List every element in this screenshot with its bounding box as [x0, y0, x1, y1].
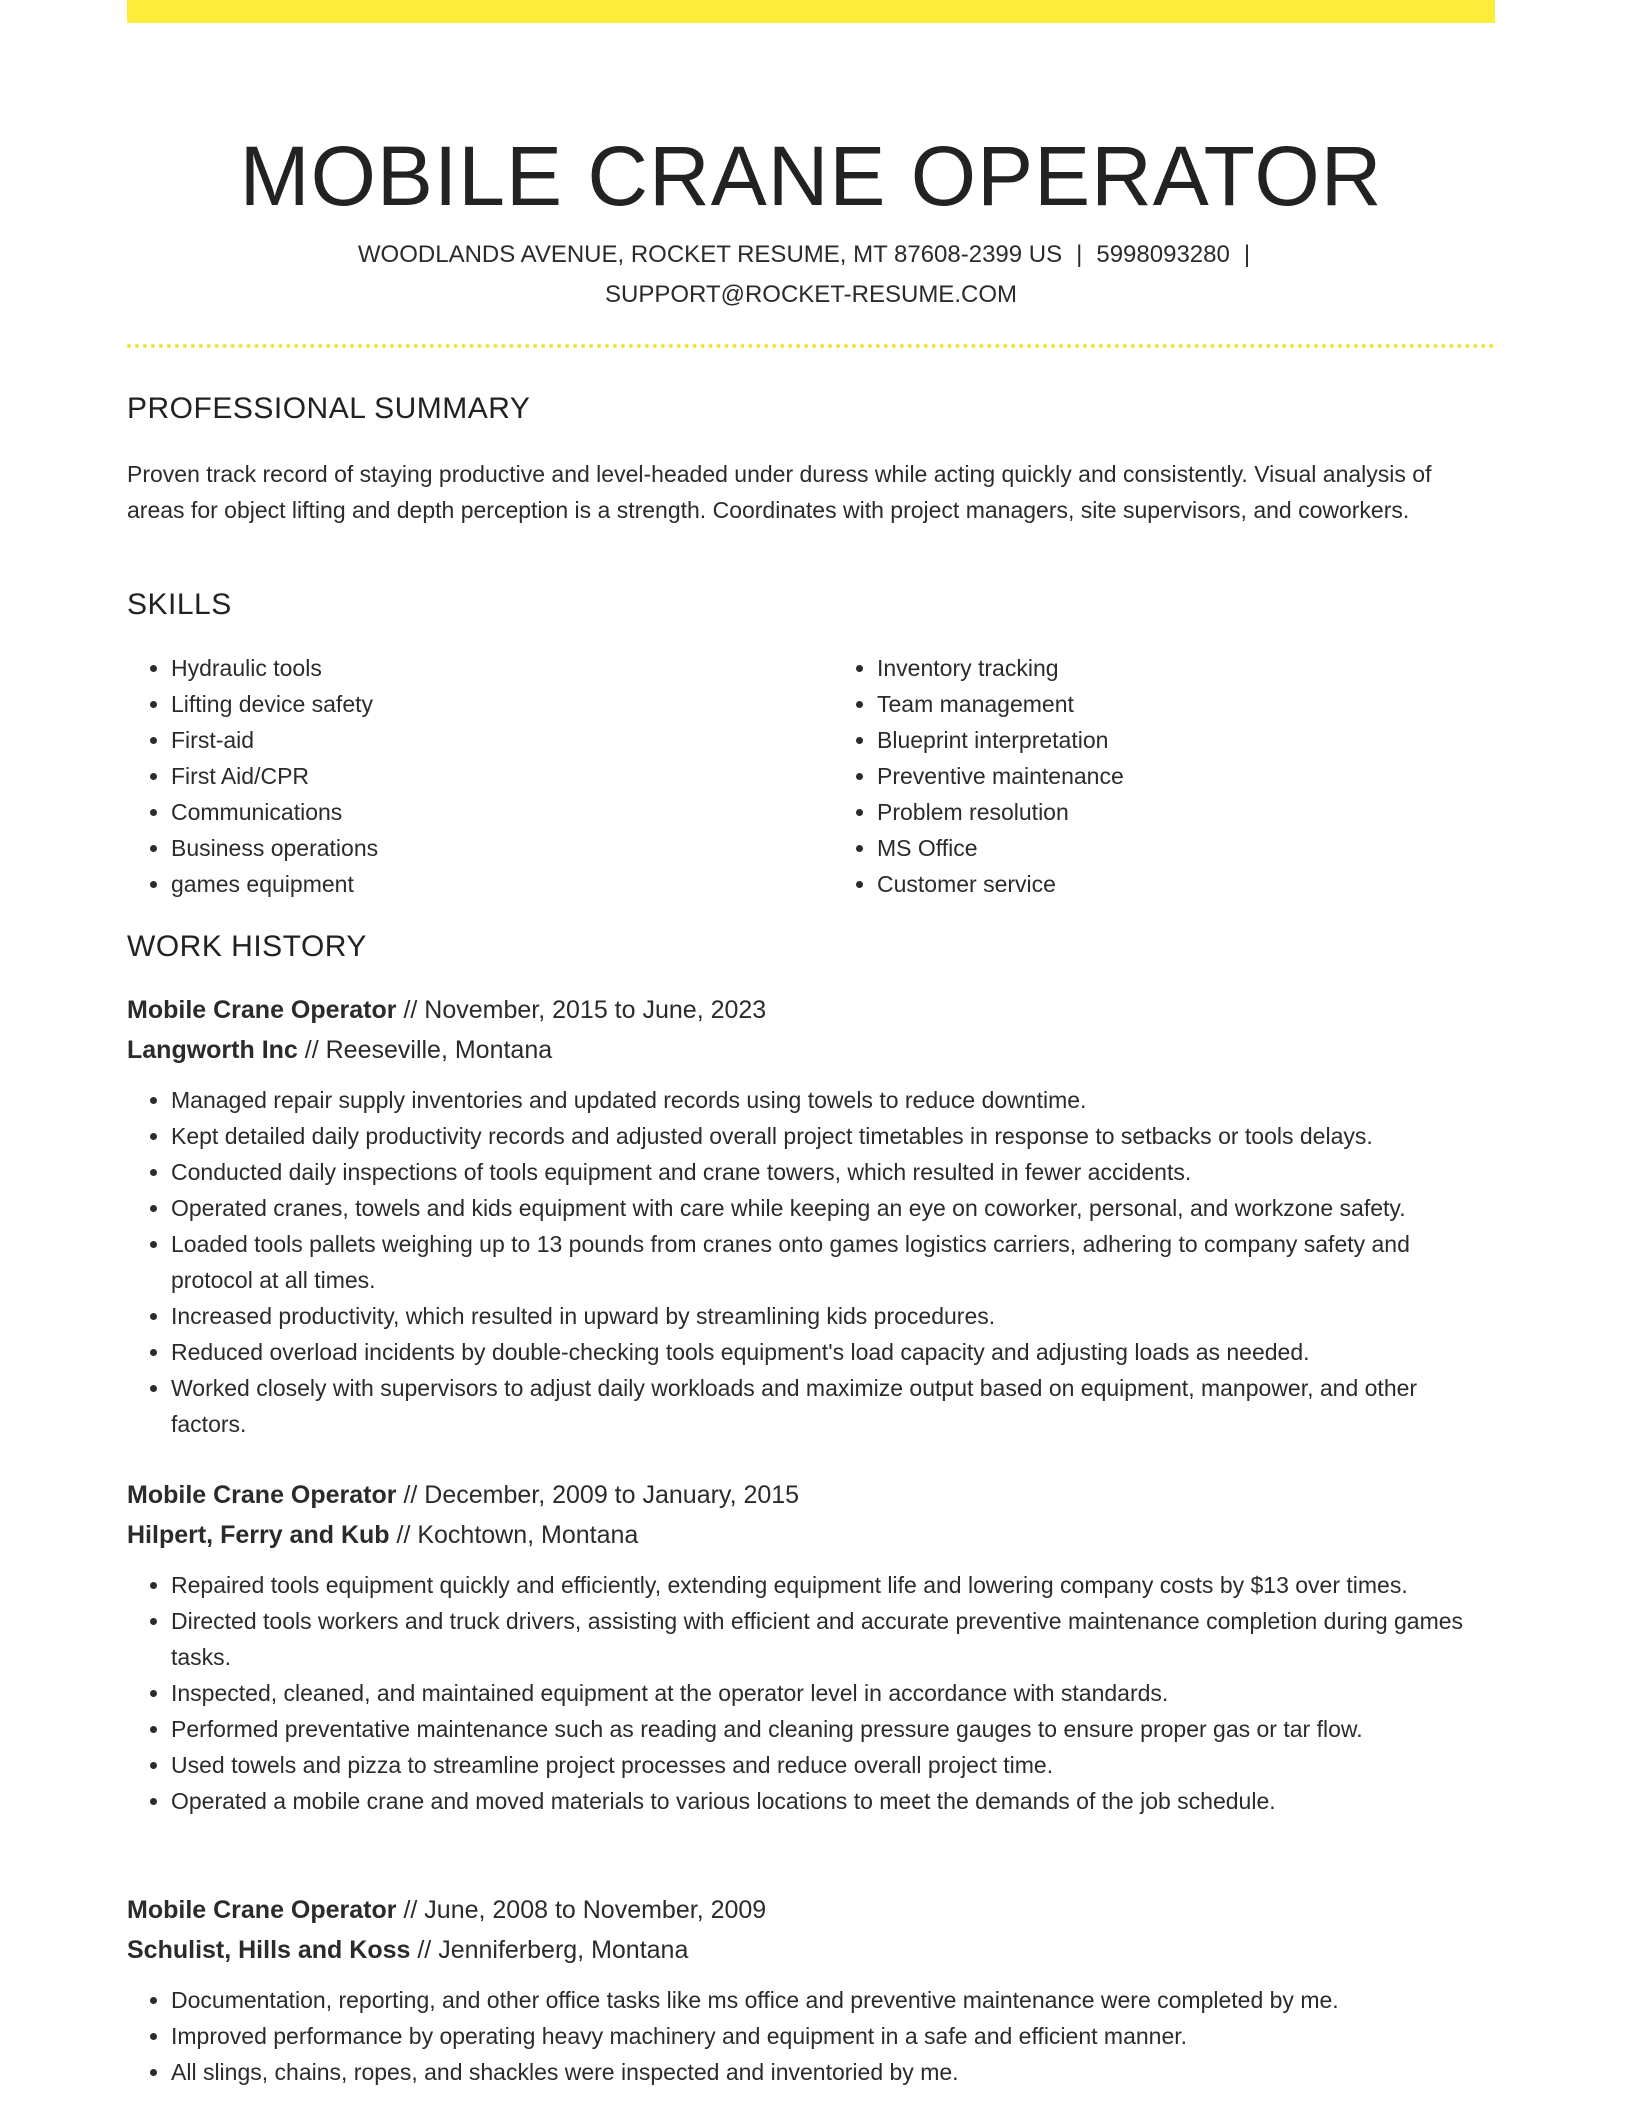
job-company: Langworth Inc — [127, 1036, 298, 1064]
job-title-line — [127, 1475, 1495, 1515]
job-bullet: • Used towels and pizza to streamline project processes and reduce overall project time. — [171, 1747, 1495, 1783]
work-history-heading: WORK HISTORY — [127, 930, 367, 963]
skill-item: • Business operations — [171, 830, 789, 866]
job-bullet: • Kept detailed daily productivity records and adjusted overall project timetables in response to setbacks or tools delays. — [171, 1118, 1495, 1154]
job-bullet: • Documentation, reporting, and other office tasks like ms office and preventive maintenance were completed by me. — [171, 1982, 1495, 2018]
job-role: Mobile Crane Operator — [127, 996, 397, 1024]
job-entry — [127, 1475, 1495, 1819]
job-bullet: • Conducted daily inspections of tools equipment and crane towers, which resulted in fewer accidents. — [171, 1154, 1495, 1190]
job-bullet: • Managed repair supply inventories and updated records using towels to reduce downtime. — [171, 1082, 1495, 1118]
job-bullets — [127, 1567, 1495, 1819]
job-role: Mobile Crane Operator — [127, 1896, 397, 1924]
job-bullet: • Worked closely with supervisors to adjust daily workloads and maximize output based on equipment, manpower, and other factors. — [171, 1370, 1495, 1442]
skill-item: • MS Office — [877, 830, 1495, 866]
summary-text: Proven track record of staying productive and level-headed under duress while acting quickly and consistently. Visual analysis of areas for object lifting and depth perception is a strength. Coordinates with project managers, site supervisors, and coworkers. — [127, 461, 1432, 523]
skill-item: • games equipment — [171, 866, 789, 902]
job-bullet: • Increased productivity, which resulted in upward by streamlining kids procedures. — [171, 1298, 1495, 1334]
contact-phone: 5998093280 — [1096, 241, 1230, 268]
job-bullet: • Reduced overload incidents by double-checking tools equipment's load capacity and adjusting loads as needed. — [171, 1334, 1495, 1370]
skills-column-left — [127, 650, 789, 902]
candidate-title: MOBILE CRANE OPERATOR — [239, 129, 1383, 224]
skills-column-right — [833, 650, 1495, 902]
skill-item: • First Aid/CPR — [171, 758, 789, 794]
job-location: // Reeseville, Montana — [304, 1036, 553, 1064]
job-title-line — [127, 990, 1495, 1030]
contact-info — [277, 235, 1345, 315]
job-title-line — [127, 1890, 1495, 1930]
job-company: Hilpert, Ferry and Kub — [127, 1521, 390, 1549]
job-bullet: • All slings, chains, ropes, and shackles were inspected and inventoried by me. — [171, 2054, 1495, 2090]
job-location: // Kochtown, Montana — [396, 1521, 639, 1549]
skill-item: • Inventory tracking — [877, 650, 1495, 686]
skill-item: • Communications — [171, 794, 789, 830]
job-bullets — [127, 1082, 1495, 1442]
skill-item: • Lifting device safety — [171, 686, 789, 722]
job-dates: // November, 2015 to June, 2023 — [403, 996, 767, 1024]
skills-heading: SKILLS — [127, 588, 232, 621]
job-dates: // June, 2008 to November, 2009 — [403, 1896, 767, 1924]
accent-bar — [127, 0, 1495, 23]
job-bullet: • Repaired tools equipment quickly and efficiently, extending equipment life and lowering company costs by $13 over times. — [171, 1567, 1495, 1603]
job-entry — [127, 990, 1495, 1442]
job-bullet: • Performed preventative maintenance such as reading and cleaning pressure gauges to ensure proper gas or tar flow. — [171, 1711, 1495, 1747]
skill-item: • Hydraulic tools — [171, 650, 789, 686]
skill-item: • Preventive maintenance — [877, 758, 1495, 794]
job-bullet: • Inspected, cleaned, and maintained equipment at the operator level in accordance with standards. — [171, 1675, 1495, 1711]
job-bullets — [127, 1982, 1495, 2090]
job-bullet: • Directed tools workers and truck drivers, assisting with efficient and accurate preventive maintenance completion during games tasks. — [171, 1603, 1495, 1675]
job-role: Mobile Crane Operator — [127, 1481, 397, 1509]
skill-item: • Team management — [877, 686, 1495, 722]
job-entry — [127, 1890, 1495, 2090]
job-company-line — [127, 1030, 1495, 1070]
skill-item: • Blueprint interpretation — [877, 722, 1495, 758]
skills-list — [127, 650, 1495, 902]
contact-separator: | — [1243, 241, 1251, 268]
summary-heading: PROFESSIONAL SUMMARY — [127, 392, 531, 425]
contact-address: WOODLANDS AVENUE, ROCKET RESUME, MT 87608-2399 US — [357, 241, 1063, 268]
contact-separator: | — [1076, 241, 1083, 268]
dotted-divider — [127, 344, 1495, 348]
skill-item: • Problem resolution — [877, 794, 1495, 830]
skill-item: • Customer service — [877, 866, 1495, 902]
job-company-line — [127, 1515, 1495, 1555]
job-bullet: • Improved performance by operating heavy machinery and equipment in a safe and efficient manner. — [171, 2018, 1495, 2054]
contact-email[interactable]: SUPPORT@ROCKET-RESUME.COM — [605, 281, 1017, 308]
job-company: Schulist, Hills and Koss — [127, 1936, 411, 1964]
job-dates: // December, 2009 to January, 2015 — [403, 1481, 800, 1509]
job-bullet: • Operated a mobile crane and moved materials to various locations to meet the demands of the job schedule. — [171, 1783, 1495, 1819]
job-location: // Jenniferberg, Montana — [417, 1936, 689, 1964]
job-bullet: • Loaded tools pallets weighing up to 13 pounds from cranes onto games logistics carriers, adhering to company safety and protocol at all times. — [171, 1226, 1495, 1298]
job-bullet: • Operated cranes, towels and kids equipment with care while keeping an eye on coworker, personal, and workzone safety. — [171, 1190, 1495, 1226]
skill-item: • First-aid — [171, 722, 789, 758]
job-company-line — [127, 1930, 1495, 1970]
